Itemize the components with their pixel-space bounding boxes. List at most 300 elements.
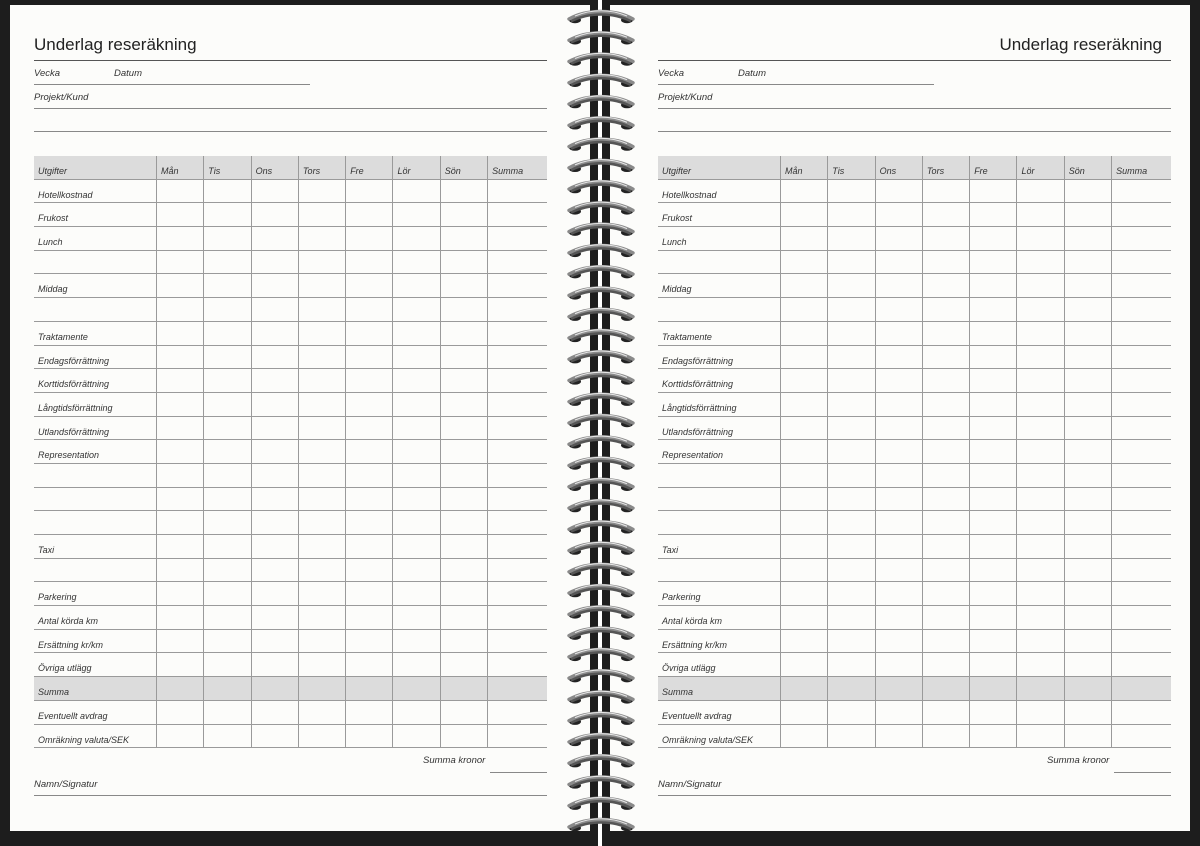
entry-cell[interactable]	[1016, 535, 1063, 558]
entry-cell[interactable]	[298, 653, 345, 676]
entry-cell[interactable]	[203, 369, 250, 392]
entry-cell[interactable]	[487, 488, 545, 511]
entry-cell[interactable]	[156, 369, 203, 392]
entry-cell[interactable]	[780, 346, 827, 369]
entry-cell[interactable]	[1111, 274, 1169, 297]
entry-cell[interactable]	[969, 677, 1016, 700]
entry-cell[interactable]	[875, 417, 922, 440]
entry-cell[interactable]	[487, 535, 545, 558]
entry-cell[interactable]	[1016, 417, 1063, 440]
entry-cell[interactable]	[156, 251, 203, 274]
entry-cell[interactable]	[875, 511, 922, 534]
entry-cell[interactable]	[1064, 725, 1111, 748]
entry-cell[interactable]	[156, 464, 203, 487]
entry-cell[interactable]	[251, 393, 298, 416]
entry-cell[interactable]	[969, 725, 1016, 748]
entry-cell[interactable]	[392, 701, 439, 724]
entry-cell[interactable]	[827, 725, 874, 748]
entry-cell[interactable]	[875, 440, 922, 463]
entry-cell[interactable]	[875, 630, 922, 653]
entry-cell[interactable]	[251, 701, 298, 724]
entry-cell[interactable]	[251, 606, 298, 629]
entry-cell[interactable]	[875, 369, 922, 392]
entry-cell[interactable]	[780, 464, 827, 487]
entry-cell[interactable]	[1016, 653, 1063, 676]
entry-cell[interactable]	[203, 653, 250, 676]
entry-cell[interactable]	[203, 464, 250, 487]
entry-cell[interactable]	[1111, 535, 1169, 558]
entry-cell[interactable]	[203, 701, 250, 724]
entry-cell[interactable]	[969, 298, 1016, 321]
entry-cell[interactable]	[922, 464, 969, 487]
entry-cell[interactable]	[1064, 274, 1111, 297]
entry-cell[interactable]	[827, 298, 874, 321]
entry-cell[interactable]	[1064, 653, 1111, 676]
entry-cell[interactable]	[922, 535, 969, 558]
entry-cell[interactable]	[780, 511, 827, 534]
entry-cell[interactable]	[922, 346, 969, 369]
entry-cell[interactable]	[392, 630, 439, 653]
entry-cell[interactable]	[392, 393, 439, 416]
entry-cell[interactable]	[392, 369, 439, 392]
entry-cell[interactable]	[1111, 725, 1169, 748]
entry-cell[interactable]	[345, 630, 392, 653]
entry-cell[interactable]	[969, 274, 1016, 297]
entry-cell[interactable]	[487, 653, 545, 676]
entry-cell[interactable]	[251, 559, 298, 582]
entry-cell[interactable]	[1016, 322, 1063, 345]
entry-cell[interactable]	[487, 274, 545, 297]
entry-cell[interactable]	[203, 298, 250, 321]
entry-cell[interactable]	[251, 725, 298, 748]
entry-cell[interactable]	[969, 227, 1016, 250]
entry-cell[interactable]	[780, 369, 827, 392]
entry-cell[interactable]	[1064, 227, 1111, 250]
entry-cell[interactable]	[827, 322, 874, 345]
entry-cell[interactable]	[298, 511, 345, 534]
entry-cell[interactable]	[298, 440, 345, 463]
entry-cell[interactable]	[203, 559, 250, 582]
entry-cell[interactable]	[922, 725, 969, 748]
vecka-datum-line[interactable]	[34, 84, 310, 85]
entry-cell[interactable]	[1016, 393, 1063, 416]
entry-cell[interactable]	[780, 417, 827, 440]
entry-cell[interactable]	[875, 725, 922, 748]
entry-cell[interactable]	[345, 582, 392, 605]
entry-cell[interactable]	[298, 369, 345, 392]
entry-cell[interactable]	[969, 488, 1016, 511]
entry-cell[interactable]	[487, 227, 545, 250]
entry-cell[interactable]	[1016, 582, 1063, 605]
entry-cell[interactable]	[251, 322, 298, 345]
entry-cell[interactable]	[1111, 630, 1169, 653]
entry-cell[interactable]	[392, 346, 439, 369]
entry-cell[interactable]	[392, 535, 439, 558]
entry-cell[interactable]	[392, 677, 439, 700]
entry-cell[interactable]	[298, 701, 345, 724]
entry-cell[interactable]	[487, 701, 545, 724]
entry-cell[interactable]	[298, 346, 345, 369]
entry-cell[interactable]	[1016, 440, 1063, 463]
entry-cell[interactable]	[780, 725, 827, 748]
entry-cell[interactable]	[298, 322, 345, 345]
entry-cell[interactable]	[1016, 606, 1063, 629]
entry-cell[interactable]	[345, 511, 392, 534]
entry-cell[interactable]	[827, 346, 874, 369]
entry-cell[interactable]	[780, 227, 827, 250]
entry-cell[interactable]	[1016, 298, 1063, 321]
entry-cell[interactable]	[156, 180, 203, 203]
entry-cell[interactable]	[922, 322, 969, 345]
entry-cell[interactable]	[969, 393, 1016, 416]
entry-cell[interactable]	[203, 274, 250, 297]
entry-cell[interactable]	[922, 393, 969, 416]
entry-cell[interactable]	[251, 180, 298, 203]
entry-cell[interactable]	[875, 677, 922, 700]
entry-cell[interactable]	[1111, 180, 1169, 203]
entry-cell[interactable]	[969, 203, 1016, 226]
entry-cell[interactable]	[1111, 440, 1169, 463]
entry-cell[interactable]	[203, 582, 250, 605]
entry-cell[interactable]	[875, 251, 922, 274]
entry-cell[interactable]	[251, 464, 298, 487]
entry-cell[interactable]	[780, 203, 827, 226]
entry-cell[interactable]	[875, 559, 922, 582]
namn-signatur-line[interactable]	[34, 795, 547, 796]
entry-cell[interactable]	[345, 393, 392, 416]
entry-cell[interactable]	[922, 274, 969, 297]
entry-cell[interactable]	[1111, 677, 1169, 700]
entry-cell[interactable]	[1064, 677, 1111, 700]
entry-cell[interactable]	[251, 653, 298, 676]
entry-cell[interactable]	[487, 559, 545, 582]
entry-cell[interactable]	[156, 298, 203, 321]
entry-cell[interactable]	[875, 298, 922, 321]
entry-cell[interactable]	[969, 346, 1016, 369]
entry-cell[interactable]	[1111, 488, 1169, 511]
entry-cell[interactable]	[298, 725, 345, 748]
entry-cell[interactable]	[345, 180, 392, 203]
entry-cell[interactable]	[1064, 559, 1111, 582]
entry-cell[interactable]	[251, 488, 298, 511]
entry-cell[interactable]	[1016, 180, 1063, 203]
entry-cell[interactable]	[203, 393, 250, 416]
entry-cell[interactable]	[827, 393, 874, 416]
entry-cell[interactable]	[392, 725, 439, 748]
entry-cell[interactable]	[298, 677, 345, 700]
entry-cell[interactable]	[1016, 677, 1063, 700]
entry-cell[interactable]	[969, 653, 1016, 676]
entry-cell[interactable]	[1064, 440, 1111, 463]
entry-cell[interactable]	[969, 251, 1016, 274]
entry-cell[interactable]	[827, 274, 874, 297]
entry-cell[interactable]	[780, 535, 827, 558]
entry-cell[interactable]	[203, 488, 250, 511]
entry-cell[interactable]	[1111, 298, 1169, 321]
entry-cell[interactable]	[203, 725, 250, 748]
entry-cell[interactable]	[780, 488, 827, 511]
entry-cell[interactable]	[827, 606, 874, 629]
projekt-kund-line[interactable]	[34, 108, 547, 109]
entry-cell[interactable]	[827, 511, 874, 534]
entry-cell[interactable]	[1111, 653, 1169, 676]
entry-cell[interactable]	[251, 630, 298, 653]
entry-cell[interactable]	[251, 677, 298, 700]
entry-cell[interactable]	[392, 440, 439, 463]
entry-cell[interactable]	[922, 559, 969, 582]
entry-cell[interactable]	[298, 559, 345, 582]
entry-cell[interactable]	[345, 677, 392, 700]
entry-cell[interactable]	[440, 535, 487, 558]
entry-cell[interactable]	[203, 606, 250, 629]
entry-cell[interactable]	[1111, 464, 1169, 487]
entry-cell[interactable]	[440, 677, 487, 700]
entry-cell[interactable]	[827, 203, 874, 226]
entry-cell[interactable]	[345, 203, 392, 226]
entry-cell[interactable]	[440, 559, 487, 582]
entry-cell[interactable]	[487, 369, 545, 392]
entry-cell[interactable]	[1111, 393, 1169, 416]
entry-cell[interactable]	[487, 677, 545, 700]
entry-cell[interactable]	[827, 630, 874, 653]
entry-cell[interactable]	[251, 251, 298, 274]
entry-cell[interactable]	[156, 511, 203, 534]
entry-cell[interactable]	[298, 417, 345, 440]
entry-cell[interactable]	[922, 203, 969, 226]
entry-cell[interactable]	[203, 677, 250, 700]
entry-cell[interactable]	[827, 488, 874, 511]
entry-cell[interactable]	[875, 180, 922, 203]
entry-cell[interactable]	[780, 274, 827, 297]
entry-cell[interactable]	[156, 488, 203, 511]
entry-cell[interactable]	[251, 346, 298, 369]
entry-cell[interactable]	[298, 488, 345, 511]
entry-cell[interactable]	[827, 677, 874, 700]
entry-cell[interactable]	[392, 511, 439, 534]
entry-cell[interactable]	[251, 227, 298, 250]
entry-cell[interactable]	[345, 298, 392, 321]
entry-cell[interactable]	[203, 203, 250, 226]
entry-cell[interactable]	[969, 535, 1016, 558]
entry-cell[interactable]	[1064, 298, 1111, 321]
entry-cell[interactable]	[875, 582, 922, 605]
entry-cell[interactable]	[440, 630, 487, 653]
entry-cell[interactable]	[875, 274, 922, 297]
entry-cell[interactable]	[1016, 227, 1063, 250]
entry-cell[interactable]	[780, 393, 827, 416]
entry-cell[interactable]	[251, 511, 298, 534]
entry-cell[interactable]	[1111, 346, 1169, 369]
entry-cell[interactable]	[156, 582, 203, 605]
entry-cell[interactable]	[298, 630, 345, 653]
entry-cell[interactable]	[487, 180, 545, 203]
entry-cell[interactable]	[1016, 701, 1063, 724]
entry-cell[interactable]	[1064, 180, 1111, 203]
entry-cell[interactable]	[487, 417, 545, 440]
entry-cell[interactable]	[487, 251, 545, 274]
entry-cell[interactable]	[487, 298, 545, 321]
entry-cell[interactable]	[156, 440, 203, 463]
entry-cell[interactable]	[875, 701, 922, 724]
entry-cell[interactable]	[780, 298, 827, 321]
entry-cell[interactable]	[392, 203, 439, 226]
entry-cell[interactable]	[251, 582, 298, 605]
entry-cell[interactable]	[1111, 322, 1169, 345]
entry-cell[interactable]	[156, 701, 203, 724]
entry-cell[interactable]	[827, 653, 874, 676]
entry-cell[interactable]	[392, 227, 439, 250]
entry-cell[interactable]	[780, 251, 827, 274]
entry-cell[interactable]	[156, 346, 203, 369]
entry-cell[interactable]	[922, 488, 969, 511]
entry-cell[interactable]	[969, 369, 1016, 392]
entry-cell[interactable]	[1016, 464, 1063, 487]
entry-cell[interactable]	[156, 630, 203, 653]
entry-cell[interactable]	[1064, 630, 1111, 653]
entry-cell[interactable]	[156, 725, 203, 748]
entry-cell[interactable]	[875, 227, 922, 250]
entry-cell[interactable]	[156, 227, 203, 250]
entry-cell[interactable]	[345, 725, 392, 748]
entry-cell[interactable]	[1064, 535, 1111, 558]
entry-cell[interactable]	[922, 677, 969, 700]
entry-cell[interactable]	[1111, 559, 1169, 582]
entry-cell[interactable]	[487, 630, 545, 653]
entry-cell[interactable]	[487, 511, 545, 534]
entry-cell[interactable]	[156, 606, 203, 629]
entry-cell[interactable]	[156, 417, 203, 440]
namn-signatur-line[interactable]	[658, 795, 1171, 796]
entry-cell[interactable]	[392, 464, 439, 487]
entry-cell[interactable]	[827, 369, 874, 392]
entry-cell[interactable]	[440, 346, 487, 369]
entry-cell[interactable]	[1016, 511, 1063, 534]
entry-cell[interactable]	[875, 393, 922, 416]
entry-cell[interactable]	[922, 227, 969, 250]
entry-cell[interactable]	[156, 535, 203, 558]
entry-cell[interactable]	[440, 701, 487, 724]
entry-cell[interactable]	[298, 464, 345, 487]
entry-cell[interactable]	[487, 203, 545, 226]
entry-cell[interactable]	[298, 535, 345, 558]
entry-cell[interactable]	[156, 203, 203, 226]
entry-cell[interactable]	[969, 630, 1016, 653]
entry-cell[interactable]	[392, 653, 439, 676]
entry-cell[interactable]	[875, 653, 922, 676]
entry-cell[interactable]	[875, 488, 922, 511]
entry-cell[interactable]	[440, 227, 487, 250]
entry-cell[interactable]	[827, 464, 874, 487]
entry-cell[interactable]	[251, 417, 298, 440]
entry-cell[interactable]	[203, 630, 250, 653]
entry-cell[interactable]	[298, 203, 345, 226]
entry-cell[interactable]	[487, 322, 545, 345]
entry-cell[interactable]	[969, 464, 1016, 487]
entry-cell[interactable]	[392, 298, 439, 321]
entry-cell[interactable]	[1016, 369, 1063, 392]
projekt-kund-line-2[interactable]	[658, 131, 1171, 132]
entry-cell[interactable]	[1064, 582, 1111, 605]
entry-cell[interactable]	[922, 298, 969, 321]
entry-cell[interactable]	[969, 582, 1016, 605]
entry-cell[interactable]	[1064, 488, 1111, 511]
entry-cell[interactable]	[1111, 417, 1169, 440]
entry-cell[interactable]	[1064, 606, 1111, 629]
entry-cell[interactable]	[392, 417, 439, 440]
entry-cell[interactable]	[780, 653, 827, 676]
entry-cell[interactable]	[298, 227, 345, 250]
entry-cell[interactable]	[922, 251, 969, 274]
entry-cell[interactable]	[875, 346, 922, 369]
entry-cell[interactable]	[440, 582, 487, 605]
entry-cell[interactable]	[1111, 582, 1169, 605]
entry-cell[interactable]	[345, 251, 392, 274]
entry-cell[interactable]	[922, 653, 969, 676]
entry-cell[interactable]	[1064, 511, 1111, 534]
entry-cell[interactable]	[392, 322, 439, 345]
entry-cell[interactable]	[875, 535, 922, 558]
entry-cell[interactable]	[487, 582, 545, 605]
entry-cell[interactable]	[922, 630, 969, 653]
entry-cell[interactable]	[203, 440, 250, 463]
entry-cell[interactable]	[1111, 227, 1169, 250]
entry-cell[interactable]	[156, 559, 203, 582]
entry-cell[interactable]	[827, 582, 874, 605]
entry-cell[interactable]	[440, 180, 487, 203]
summa-kronor-line[interactable]	[1114, 772, 1171, 773]
entry-cell[interactable]	[392, 582, 439, 605]
entry-cell[interactable]	[251, 203, 298, 226]
entry-cell[interactable]	[251, 274, 298, 297]
entry-cell[interactable]	[440, 417, 487, 440]
entry-cell[interactable]	[156, 677, 203, 700]
entry-cell[interactable]	[392, 274, 439, 297]
entry-cell[interactable]	[345, 322, 392, 345]
entry-cell[interactable]	[875, 464, 922, 487]
entry-cell[interactable]	[392, 180, 439, 203]
entry-cell[interactable]	[298, 582, 345, 605]
vecka-datum-line[interactable]	[658, 84, 934, 85]
entry-cell[interactable]	[440, 251, 487, 274]
entry-cell[interactable]	[1111, 251, 1169, 274]
entry-cell[interactable]	[345, 464, 392, 487]
entry-cell[interactable]	[487, 346, 545, 369]
entry-cell[interactable]	[1016, 488, 1063, 511]
entry-cell[interactable]	[487, 725, 545, 748]
entry-cell[interactable]	[487, 440, 545, 463]
entry-cell[interactable]	[203, 322, 250, 345]
entry-cell[interactable]	[922, 417, 969, 440]
entry-cell[interactable]	[251, 535, 298, 558]
entry-cell[interactable]	[440, 322, 487, 345]
projekt-kund-line-2[interactable]	[34, 131, 547, 132]
entry-cell[interactable]	[827, 417, 874, 440]
entry-cell[interactable]	[440, 203, 487, 226]
entry-cell[interactable]	[780, 559, 827, 582]
entry-cell[interactable]	[440, 606, 487, 629]
entry-cell[interactable]	[203, 251, 250, 274]
entry-cell[interactable]	[780, 440, 827, 463]
entry-cell[interactable]	[345, 559, 392, 582]
entry-cell[interactable]	[922, 701, 969, 724]
entry-cell[interactable]	[827, 180, 874, 203]
entry-cell[interactable]	[827, 440, 874, 463]
projekt-kund-line[interactable]	[658, 108, 1171, 109]
entry-cell[interactable]	[780, 582, 827, 605]
entry-cell[interactable]	[392, 559, 439, 582]
entry-cell[interactable]	[345, 653, 392, 676]
entry-cell[interactable]	[251, 440, 298, 463]
